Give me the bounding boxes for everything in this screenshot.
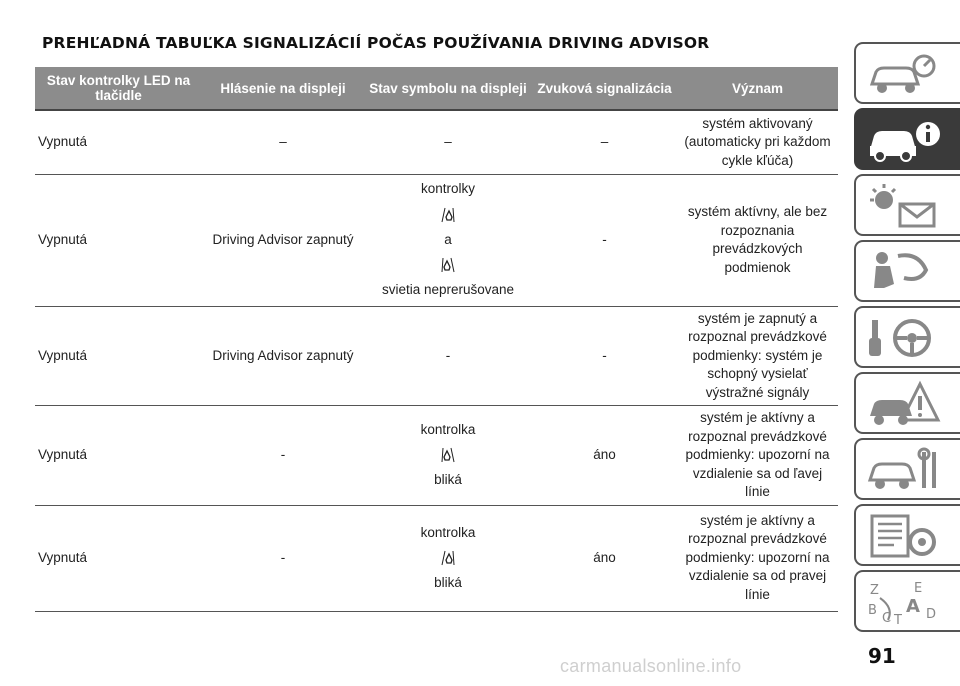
table-row <box>35 505 838 611</box>
header-display-message: Hlásenie na displeji <box>202 67 364 110</box>
symbol-state: svietia neprerušovane <box>381 282 515 298</box>
maintenance-icon <box>864 446 944 494</box>
tab-specifications[interactable] <box>854 504 960 566</box>
header-meaning: Význam <box>677 67 838 110</box>
led-status-cell: Vypnutá <box>35 505 202 611</box>
steering-key-icon <box>864 314 944 362</box>
symbol-cell: – <box>364 110 532 174</box>
tab-alphabetical-index[interactable] <box>854 570 960 632</box>
svg-text:A: A <box>906 596 920 617</box>
tab-steering-key[interactable] <box>854 306 960 368</box>
tab-maintenance[interactable] <box>854 438 960 500</box>
sound-cell: áno <box>532 505 677 611</box>
page-number: 91 <box>868 644 896 668</box>
symbol-label: kontrolky <box>420 181 476 197</box>
meaning-cell: systém je aktívny a rozpoznal prevádzkové podmienky: upozorní na vzdialenie sa od ľavej línie <box>677 406 838 506</box>
sound-cell: áno <box>532 406 677 506</box>
tab-warning-lights[interactable] <box>854 174 960 236</box>
airbag-safety-icon <box>864 248 944 296</box>
lane-departure-right-icon <box>440 205 456 225</box>
lane-departure-left-icon <box>440 445 456 465</box>
sound-cell: - <box>532 174 677 306</box>
signal-table <box>35 67 838 612</box>
symbol-cell <box>364 174 532 306</box>
page-title: PREHĽADNÁ TABUĽKA SIGNALIZÁCIÍ POČAS POUŽÍVANIA DRIVING ADVISOR <box>42 34 710 52</box>
led-status-cell: Vypnutá <box>35 110 202 174</box>
car-info-icon <box>864 116 944 164</box>
message-cell: Driving Advisor zapnutý <box>202 306 364 406</box>
svg-text:B: B <box>868 603 877 618</box>
table-header-row <box>35 67 838 110</box>
header-sound: Zvuková signalizácia <box>532 67 677 110</box>
meaning-cell: systém je aktívny a rozpoznal prevádzkové podmienky: upozorní na vzdialenie sa od pravej línie <box>677 505 838 611</box>
table-row <box>35 406 838 506</box>
tab-car-info[interactable] <box>854 108 960 170</box>
table-row <box>35 174 838 306</box>
specifications-icon <box>864 512 944 560</box>
emergency-icon <box>864 380 944 428</box>
meaning-cell: systém je zapnutý a rozpoznal prevádzkové podmienky: systém je schopný vysielať výstražné signály <box>677 306 838 406</box>
symbol-cell <box>364 406 532 506</box>
svg-text:E: E <box>914 581 923 596</box>
table-row <box>35 110 838 174</box>
message-cell: – <box>202 110 364 174</box>
watermark: carmanualsonline.info <box>560 656 742 676</box>
header-symbol-status: Stav symbolu na displeji <box>364 67 532 110</box>
symbol-conjunction: a <box>444 231 452 247</box>
sound-cell: - <box>532 306 677 406</box>
led-status-cell: Vypnutá <box>35 174 202 306</box>
symbol-state: bliká <box>434 472 462 488</box>
symbol-cell: - <box>364 306 532 406</box>
message-cell: Driving Advisor zapnutý <box>202 174 364 306</box>
led-status-cell: Vypnutá <box>35 306 202 406</box>
symbol-cell <box>364 505 532 611</box>
message-cell: - <box>202 406 364 506</box>
symbol-label: kontrolka <box>420 524 476 540</box>
svg-text:T: T <box>894 613 902 626</box>
tab-emergency[interactable] <box>854 372 960 434</box>
lane-departure-left-icon <box>440 255 456 275</box>
svg-text:D: D <box>926 607 937 622</box>
lane-departure-right-icon <box>440 548 456 568</box>
symbol-state: bliká <box>434 575 462 590</box>
header-led-status: Stav kontrolky LED na tlačidle <box>35 67 202 110</box>
svg-text:C: C <box>882 611 892 626</box>
symbol-label: kontrolka <box>420 421 476 437</box>
car-dashboard-icon <box>864 50 944 98</box>
warning-lights-icon <box>864 182 944 230</box>
meaning-cell: systém aktivovaný (automaticky pri každom cykle kľúča) <box>677 110 838 174</box>
meaning-cell: systém aktívny, ale bez rozpoznania prevádzkových podmienok <box>677 174 838 306</box>
led-status-cell: Vypnutá <box>35 406 202 506</box>
message-cell: - <box>202 505 364 611</box>
tab-airbag-safety[interactable] <box>854 240 960 302</box>
table-row <box>35 306 838 406</box>
sound-cell: – <box>532 110 677 174</box>
alphabetical-index-icon <box>864 578 944 626</box>
svg-text:Z: Z <box>870 583 879 598</box>
tab-car-dashboard[interactable] <box>854 42 960 104</box>
